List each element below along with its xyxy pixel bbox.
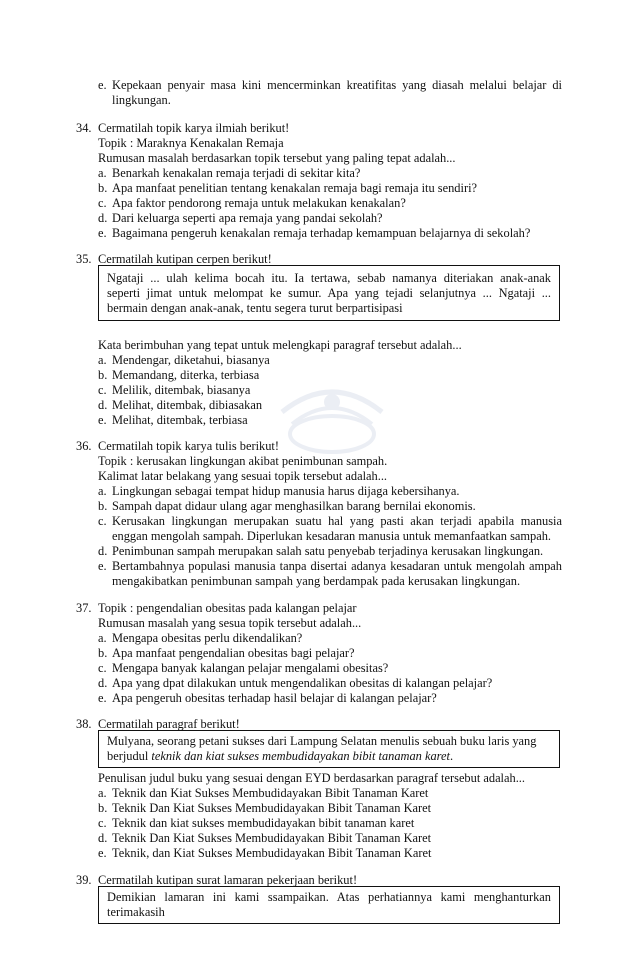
option-letter: b. <box>98 801 108 815</box>
option-letter: e. <box>98 413 107 427</box>
question-title: Cermatilah topik karya ilmiah berikut! <box>98 121 290 135</box>
option-text: Apa pengeruh obesitas terhadap hasil belajar di kalangan pelajar? <box>112 691 437 705</box>
option-letter: c. <box>98 661 107 675</box>
option-letter: d. <box>98 831 108 845</box>
question-number: 34. <box>76 121 92 135</box>
option-text-continued: enggan mengolah sampah. Diperlukan kesadaran manusia untuk memanfaatkan sampah. <box>112 529 552 543</box>
question-prompt: Rumusan masalah yang sesua topik tersebut adalah... <box>98 616 362 630</box>
option-letter: e. <box>98 846 107 860</box>
option-text: Melihat, ditembak, dibiasakan <box>112 398 263 412</box>
question-prompt: Kalimat latar belakang yang sesuai topik tersebut adalah... <box>98 469 388 483</box>
book-title-italic: teknik dan kiat sukses membudidayakan bibit tanaman karet <box>151 749 450 763</box>
question-title: Cermatilah kutipan surat lamaran pekerjaan berikut! <box>98 873 358 887</box>
option-letter: d. <box>98 211 108 225</box>
option-text: Sampah dapat didaur ulang agar menghasilkan barang bernilai ekonomis. <box>112 499 476 513</box>
question-topic: Topik : kerusakan lingkungan akibat penimbunan sampah. <box>98 454 388 468</box>
option-text-continued: mengakibatkan penimbunan sampah yang berdampak pada kerusakan lingkungan. <box>112 574 521 588</box>
option-letter: d. <box>98 544 108 558</box>
option-letter: a. <box>98 484 107 498</box>
quote-box <box>98 265 560 321</box>
option-text: Benarkah kenakalan remaja terjadi di sekitar kita? <box>112 166 361 180</box>
option-text: Mendengar, diketahui, biasanya <box>112 353 270 367</box>
question-number: 37. <box>76 601 92 615</box>
option-text: Memandang, diterka, terbiasa <box>112 368 260 382</box>
option-letter: c. <box>98 196 107 210</box>
option-letter: a. <box>98 353 107 367</box>
option-letter: e. <box>98 691 107 705</box>
option-text: Teknik, dan Kiat Sukses Membudidayakan Bibit Tanaman Karet <box>112 846 432 860</box>
option-letter: e. <box>98 226 107 240</box>
question-topic: Topik : pengendalian obesitas pada kalangan pelajar <box>98 601 357 615</box>
question-number: 38. <box>76 717 92 731</box>
option-text: Teknik Dan Kiat Sukses Membudidayakan Bibit Tanaman Karet <box>112 831 432 845</box>
question-prompt: Kata berimbuhan yang tepat untuk melengkapi paragraf tersebut adalah... <box>98 338 462 352</box>
option-letter: c. <box>98 514 107 528</box>
option-text: Kepekaan penyair masa kini mencerminkan kreatifitas yang diasah melalui belajar di <box>112 78 562 92</box>
option-letter: a. <box>98 166 107 180</box>
option-letter: c. <box>98 383 107 397</box>
option-letter: d. <box>98 676 108 690</box>
option-text: Mengapa banyak kalangan pelajar mengalami obesitas? <box>112 661 389 675</box>
option-text: Teknik dan Kiat Sukses Membudidayakan Bibit Tanaman Karet <box>112 786 429 800</box>
option-letter: e. <box>98 78 107 92</box>
option-text: Apa faktor pendorong remaja untuk melakukan kenakalan? <box>112 196 406 210</box>
quote-box <box>98 886 560 924</box>
question-number: 36. <box>76 439 92 453</box>
question-prompt: Penulisan judul buku yang sesuai dengan EYD berdasarkan paragraf tersebut adalah... <box>98 771 525 785</box>
question-number: 35. <box>76 252 92 266</box>
quote-line: seperti jimat untuk melompat ke sumur. Apa yang tejadi selanjutnya ... Ngataji ... <box>107 286 551 300</box>
option-text: Bagaimana pengeruh kenakalan remaja terhadap kemampuan belajarnya di sekolah? <box>112 226 531 240</box>
option-text: Teknik dan kiat sukses membudidayakan bibit tanaman karet <box>112 816 415 830</box>
quote-line: berjudul teknik dan kiat sukses membudidayakan bibit tanaman karet. <box>107 749 454 763</box>
option-letter: b. <box>98 181 108 195</box>
quote-line: Demikian lamaran ini kami ssampaikan. Atas perhatiannya kami menghanturkan <box>107 890 551 904</box>
option-text-continued: lingkungan. <box>112 93 171 107</box>
question-number: 39. <box>76 873 92 887</box>
option-text: Apa manfaat penelitian tentang kenakalan remaja bagi remaja itu sendiri? <box>112 181 478 195</box>
question-title: Cermatilah kutipan cerpen berikut! <box>98 252 272 266</box>
option-letter: a. <box>98 786 107 800</box>
option-letter: b. <box>98 499 108 513</box>
option-letter: b. <box>98 646 108 660</box>
question-prompt: Rumusan masalah berdasarkan topik tersebut yang paling tepat adalah... <box>98 151 456 165</box>
option-letter: d. <box>98 398 108 412</box>
option-text: Penimbunan sampah merupakan salah satu penyebab terjadinya kerusakan lingkungan. <box>112 544 544 558</box>
option-text: Mengapa obesitas perlu dikendalikan? <box>112 631 303 645</box>
option-text: Melihat, ditembak, terbiasa <box>112 413 248 427</box>
watermark-logo <box>262 372 402 462</box>
question-title: Cermatilah paragraf berikut! <box>98 717 240 731</box>
option-text: Teknik Dan Kiat Sukses Membudidayakan Bibit Tanaman Karet <box>112 801 432 815</box>
option-text: Lingkungan sebagai tempat hidup manusia harus dijaga kebersihanya. <box>112 484 460 498</box>
option-text: Apa manfaat pengendalian obesitas bagi pelajar? <box>112 646 355 660</box>
option-letter: b. <box>98 368 108 382</box>
option-text: Apa yang dpat dilakukan untuk mengendalikan obesitas di kalangan pelajar? <box>112 676 493 690</box>
quote-line: terimakasih <box>107 905 165 919</box>
quote-line: Ngataji ... ulah kelima bocah itu. Ia tertawa, sebab namanya diteriakan anak-anak <box>107 271 551 285</box>
quote-line: Mulyana, seorang petani sukses dari Lampung Selatan menulis sebuah buku laris yang <box>107 734 537 748</box>
option-text: Kerusakan lingkungan merupakan suatu hal yang pasti akan terjadi apabila manusia <box>112 514 562 528</box>
option-letter: c. <box>98 816 107 830</box>
question-topic: Topik : Maraknya Kenakalan Remaja <box>98 136 284 150</box>
option-text: Melilik, ditembak, biasanya <box>112 383 251 397</box>
option-text: Dari keluarga seperti apa remaja yang pandai sekolah? <box>112 211 383 225</box>
option-text: Bertambahnya populasi manusia tanpa disertai adanya kesadaran untuk mengolah ampah <box>112 559 562 573</box>
option-letter: e. <box>98 559 107 573</box>
question-title: Cermatilah topik karya tulis berikut! <box>98 439 279 453</box>
quote-box <box>98 730 560 768</box>
option-letter: a. <box>98 631 107 645</box>
quote-line: bermain dengan anak-anak, tentu segera turut berpartisipasi <box>107 301 403 315</box>
